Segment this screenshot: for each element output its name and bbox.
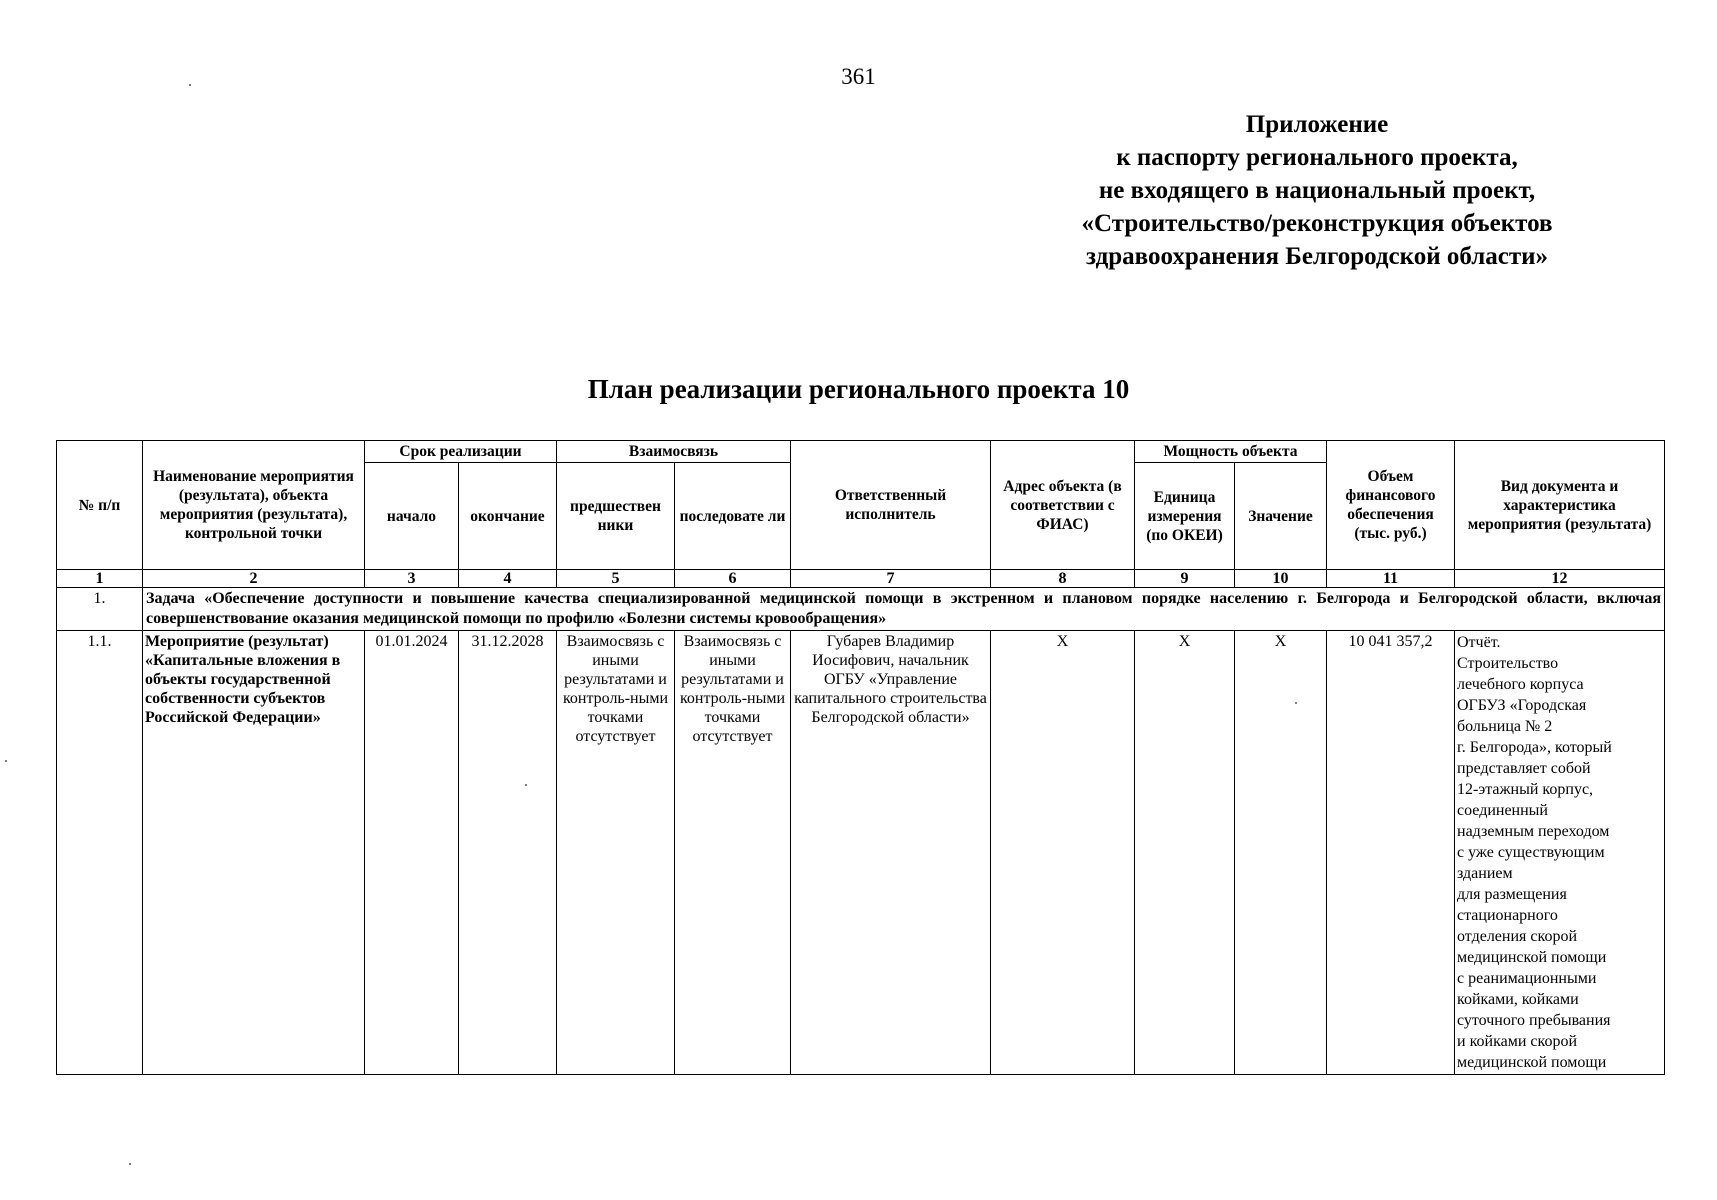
implementation-plan-table [56, 440, 1665, 1075]
doc-line: и койками скорой [1457, 1033, 1578, 1050]
table-row [57, 631, 1665, 1075]
doc-line: представляет собой [1457, 760, 1591, 777]
row-number: 1.1. [57, 631, 143, 1075]
row-doc-type [1455, 631, 1665, 1075]
appendix-heading [997, 108, 1637, 273]
doc-line: стационарного [1457, 907, 1558, 924]
doc-line: соединенный [1457, 802, 1548, 819]
header-unit: Единица измерения (по ОКЕИ) [1135, 463, 1235, 570]
doc-line: г. Белгорода», который [1457, 739, 1612, 756]
doc-line: медицинской помощи [1457, 949, 1607, 966]
scan-speck [1295, 702, 1297, 704]
doc-line: с уже существующим [1457, 844, 1605, 861]
header-name: Наименование мероприятия (результата), объекта мероприятия (результата), контрольной точки [143, 441, 365, 570]
appendix-line: не входящего в национальный проект, [1098, 177, 1536, 204]
column-number: 12 [1455, 570, 1665, 588]
doc-line: зданием [1457, 865, 1513, 882]
header-responsible: Ответственный исполнитель [791, 441, 991, 570]
header-start: начало [365, 463, 459, 570]
appendix-line: здравоохранения Белгородской области» [1085, 243, 1549, 270]
row-responsible: Губарев Владимир Иосифович, начальник ОГБУ «Управление капитального строительства Белгородской области» [791, 631, 991, 1075]
row-end-date: 31.12.2028 [459, 631, 557, 1075]
column-number-row [57, 570, 1665, 588]
doc-line: медицинской помощи [1457, 1054, 1607, 1071]
column-number: 4 [459, 570, 557, 588]
appendix-line: к паспорту регионального проекта, [1116, 144, 1518, 171]
row-unit: Х [1135, 631, 1235, 1075]
page-number: 361 [841, 64, 876, 89]
header-finance: Объем финансового обеспечения (тыс. руб.) [1327, 441, 1455, 570]
header-predecessors: предшествен ники [557, 463, 675, 570]
doc-line: лечебного корпуса [1457, 676, 1584, 693]
scan-speck [525, 784, 527, 786]
header-capacity: Мощность объекта [1135, 441, 1327, 463]
column-number: 5 [557, 570, 675, 588]
header-value: Значение [1235, 463, 1327, 570]
column-number: 11 [1327, 570, 1455, 588]
column-number: 1 [57, 570, 143, 588]
doc-line: койками, койками [1457, 991, 1579, 1008]
row-finance: 10 041 357,2 [1327, 631, 1455, 1075]
doc-line: ОГБУЗ «Городская [1457, 697, 1587, 714]
header-term: Срок реализации [365, 441, 557, 463]
row-address: Х [991, 631, 1135, 1075]
header-doc-type: Вид документа и характеристика мероприятия (результата) [1455, 441, 1665, 570]
header-successors: последовате ли [675, 463, 791, 570]
row-start-date: 01.01.2024 [365, 631, 459, 1075]
row-predecessors: Взаимосвязь с иными результатами и контроль-ными точками отсутствует [557, 631, 675, 1075]
doc-line: Отчёт. [1457, 634, 1501, 651]
row-successors: Взаимосвязь с иными результатами и контроль-ными точками отсутствует [675, 631, 791, 1075]
appendix-line: Приложение [1245, 111, 1389, 138]
doc-line: для размещения [1457, 886, 1567, 903]
scan-speck [5, 760, 7, 762]
scan-speck [189, 84, 191, 86]
header-link: Взаимосвязь [557, 441, 791, 463]
column-number: 9 [1135, 570, 1235, 588]
column-number: 8 [991, 570, 1135, 588]
doc-line: с реанимационными [1457, 970, 1597, 987]
row-name: Мероприятие (результат) «Капитальные вложения в объекты государственной собственности субъектов Российской Федерации» [143, 631, 365, 1075]
task-text: Задача «Обеспечение доступности и повышение качества специализированной медицинской помощи в экстренном и плановом порядке населению г. Белгорода и Белгородской области, включая совершенствование оказания медицинской помощи по профилю «Болезни системы кровообращения» [143, 588, 1665, 631]
doc-line: надземным переходом [1457, 823, 1610, 840]
doc-line: больница № 2 [1457, 718, 1553, 735]
task-row [57, 588, 1665, 631]
header-address: Адрес объекта (в соответствии с ФИАС) [991, 441, 1135, 570]
column-number: 3 [365, 570, 459, 588]
column-number: 2 [143, 570, 365, 588]
plan-title: План реализации регионального проекта 10 [587, 374, 1130, 404]
header-end: окончание [459, 463, 557, 570]
row-value: Х [1235, 631, 1327, 1075]
task-number: 1. [57, 588, 143, 631]
column-number: 10 [1235, 570, 1327, 588]
doc-line: отделения скорой [1457, 928, 1578, 945]
doc-line: суточного пребывания [1457, 1012, 1611, 1029]
doc-line: 12-этажный корпус, [1457, 781, 1594, 798]
doc-line: Строительство [1457, 655, 1559, 672]
column-number: 6 [675, 570, 791, 588]
header-num: № п/п [57, 441, 143, 570]
appendix-line: «Строительство/реконструкция объектов [1081, 210, 1553, 237]
scan-speck [129, 1163, 131, 1165]
header-row-top [57, 441, 1665, 463]
column-number: 7 [791, 570, 991, 588]
